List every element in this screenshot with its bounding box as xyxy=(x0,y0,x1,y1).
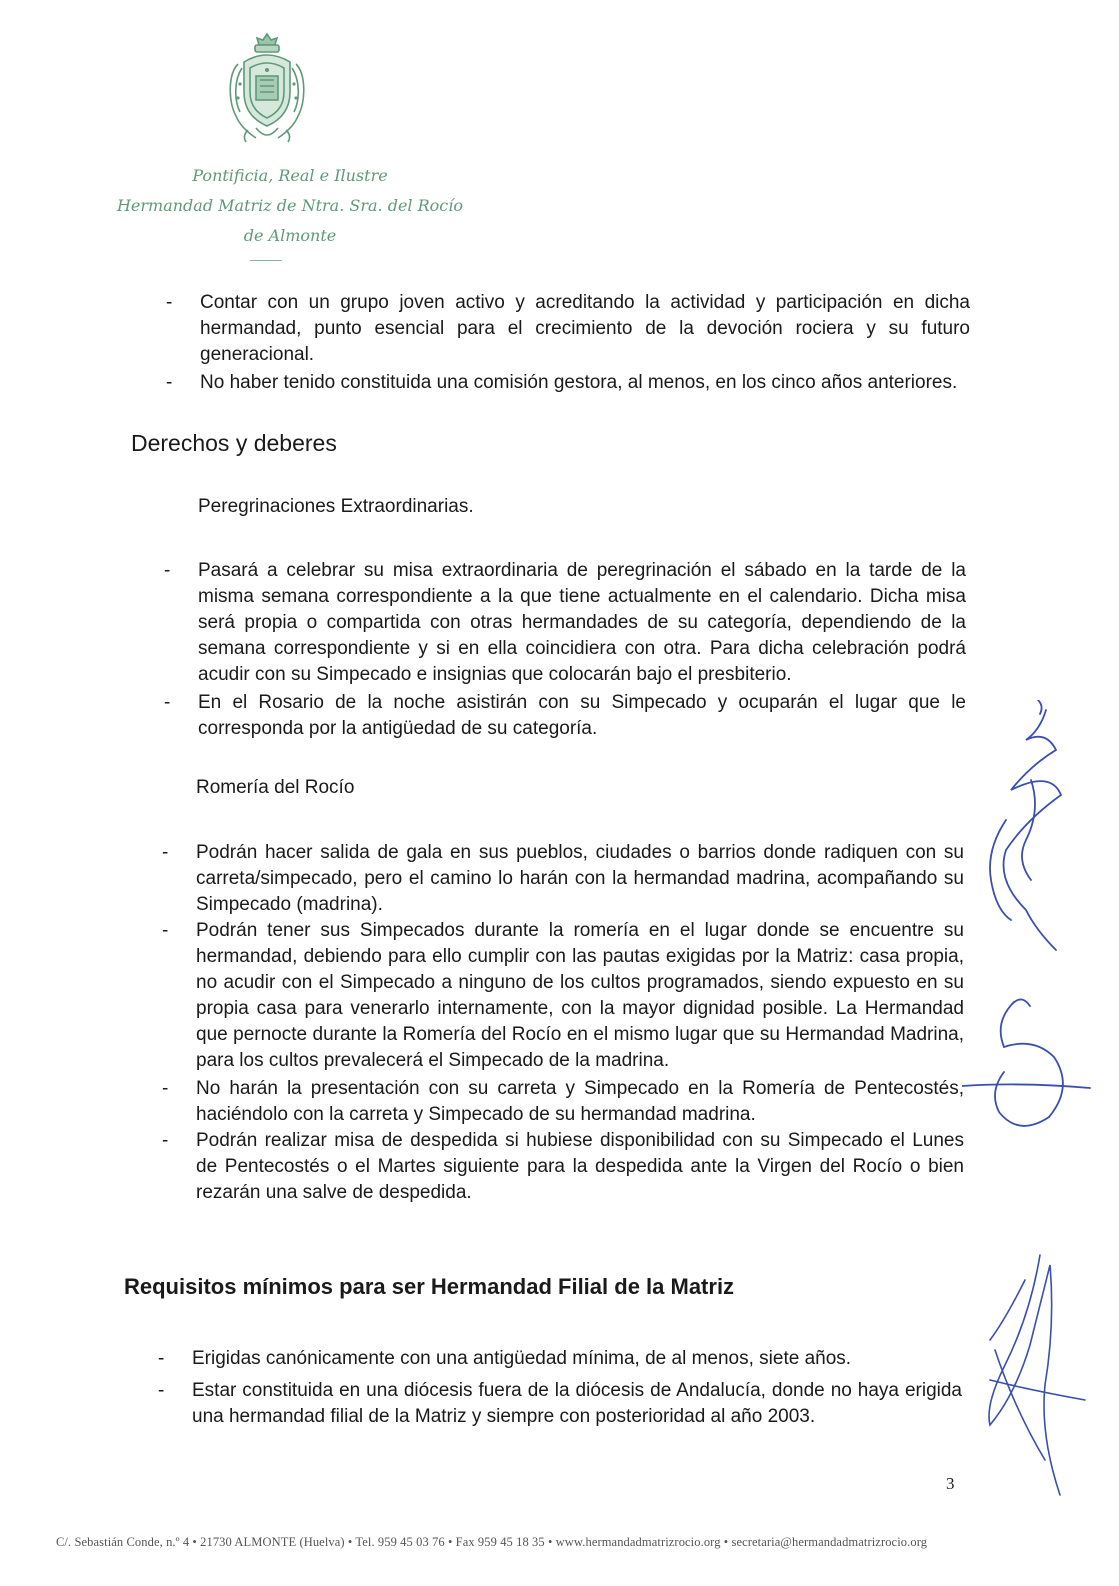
list-item xyxy=(162,1076,964,1128)
footer-contact: C/. Sebastián Conde, n.º 4 • 21730 ALMONTE (Huelva) • Tel. 959 45 03 76 • Fax 959 45 18 35 • www.hermandadmatrizrocio.org • secretaria@hermandadmatrizrocio.org xyxy=(56,1535,928,1549)
bullet-dash: - xyxy=(166,372,173,393)
list-item-text: No harán la presentación con su carreta y Simpecado en la Romería de Pentecostés, haciéndolo con la carreta y Simpecado de su hermandad madrina. xyxy=(196,1078,964,1125)
list-item xyxy=(162,918,964,1074)
page-number: 3 xyxy=(946,1474,955,1493)
subheading: Peregrinaciones Extraordinarias. xyxy=(198,496,474,517)
list-item xyxy=(164,690,966,742)
letterhead-line-3: de Almonte xyxy=(243,226,337,245)
list-item xyxy=(166,370,970,396)
list-item-text: Podrán tener sus Simpecados durante la romería en el lugar donde se encuentre su hermandad, debiendo para ello cumplir con las pautas exigidas por la Matriz: casa propia, no acudir con el Simpecado a ninguno de los cultos programados, siendo expuesto en su propia casa para venerarlo internamente, con la mayor dignidad posible. La Hermandad que pernocte durante la Romería del Rocío en el mismo lugar que su Hermandad Madrina, para los cultos prevalecerá el Simpecado de la madrina. xyxy=(196,920,964,1071)
list-item xyxy=(162,1128,964,1206)
subheading: Romería del Rocío xyxy=(196,777,355,798)
bullet-dash: - xyxy=(164,560,171,581)
list-item xyxy=(158,1346,962,1372)
section-heading: Derechos y deberes xyxy=(131,430,337,456)
list-item-text: Erigidas canónicamente con una antigüedad mínima, de al menos, siete años. xyxy=(192,1348,852,1369)
letterhead-line-2: Hermandad Matriz de Ntra. Sra. del Rocío xyxy=(116,196,464,215)
bullet-dash: - xyxy=(166,292,173,313)
bullet-dash: - xyxy=(158,1380,165,1401)
list-item-text: Podrán realizar misa de despedida si hubiese disponibilidad con su Simpecado el Lunes de Pentecostés o el Martes siguiente para la despedida ante la Virgen del Rocío o bien rezarán una salve de despedida. xyxy=(196,1130,964,1203)
bullet-dash: - xyxy=(162,920,169,941)
list-item xyxy=(164,558,966,688)
list-item-text: Contar con un grupo joven activo y acreditando la actividad y participación en dicha hermandad, punto esencial para el crecimiento de la devoción rociera y su futuro generacional. xyxy=(200,292,970,365)
list-item-text: Podrán hacer salida de gala en sus pueblos, ciudades o barrios donde radiquen con su carreta/simpecado, pero el camino lo harán con la hermandad madrina, acompañando su Simpecado (madrina). xyxy=(196,842,964,915)
bullet-dash: - xyxy=(162,1130,169,1151)
signature-mark xyxy=(980,1250,1090,1510)
coat-of-arms-icon xyxy=(226,30,308,148)
signature-mark xyxy=(962,990,1092,1140)
bullet-dash: - xyxy=(164,692,171,713)
signature-mark xyxy=(976,700,1086,960)
list-item xyxy=(162,840,964,918)
list-item-text: En el Rosario de la noche asistirán con su Simpecado y ocuparán el lugar que le corresponda por la antigüedad de su categoría. xyxy=(198,692,966,739)
list-item xyxy=(166,290,970,368)
bullet-dash: - xyxy=(158,1348,165,1369)
letterhead-divider xyxy=(250,260,282,261)
section-heading: Requisitos mínimos para ser Hermandad Filial de la Matriz xyxy=(124,1274,735,1299)
list-item-text: Estar constituida en una diócesis fuera de la diócesis de Andalucía, donde no haya erigida una hermandad filial de la Matriz y siempre con posterioridad al año 2003. xyxy=(192,1380,962,1427)
list-item-text: Pasará a celebrar su misa extraordinaria de peregrinación el sábado en la tarde de la misma semana correspondiente a la que tiene actualmente en el calendario. Dicha misa será propia o compartida con otras hermandades de su categoría, dependiendo de la semana correspondiente y si en ella coincidiera con otra. Para dicha celebración podrá acudir con su Simpecado e insignias que colocarán bajo el presbiterio. xyxy=(198,560,966,685)
bullet-dash: - xyxy=(162,1078,169,1099)
list-item xyxy=(158,1378,962,1430)
letterhead-line-1: Pontificia, Real e Ilustre xyxy=(192,166,388,185)
bullet-dash: - xyxy=(162,842,169,863)
list-item-text: No haber tenido constituida una comisión gestora, al menos, en los cinco años anteriores. xyxy=(200,372,958,393)
